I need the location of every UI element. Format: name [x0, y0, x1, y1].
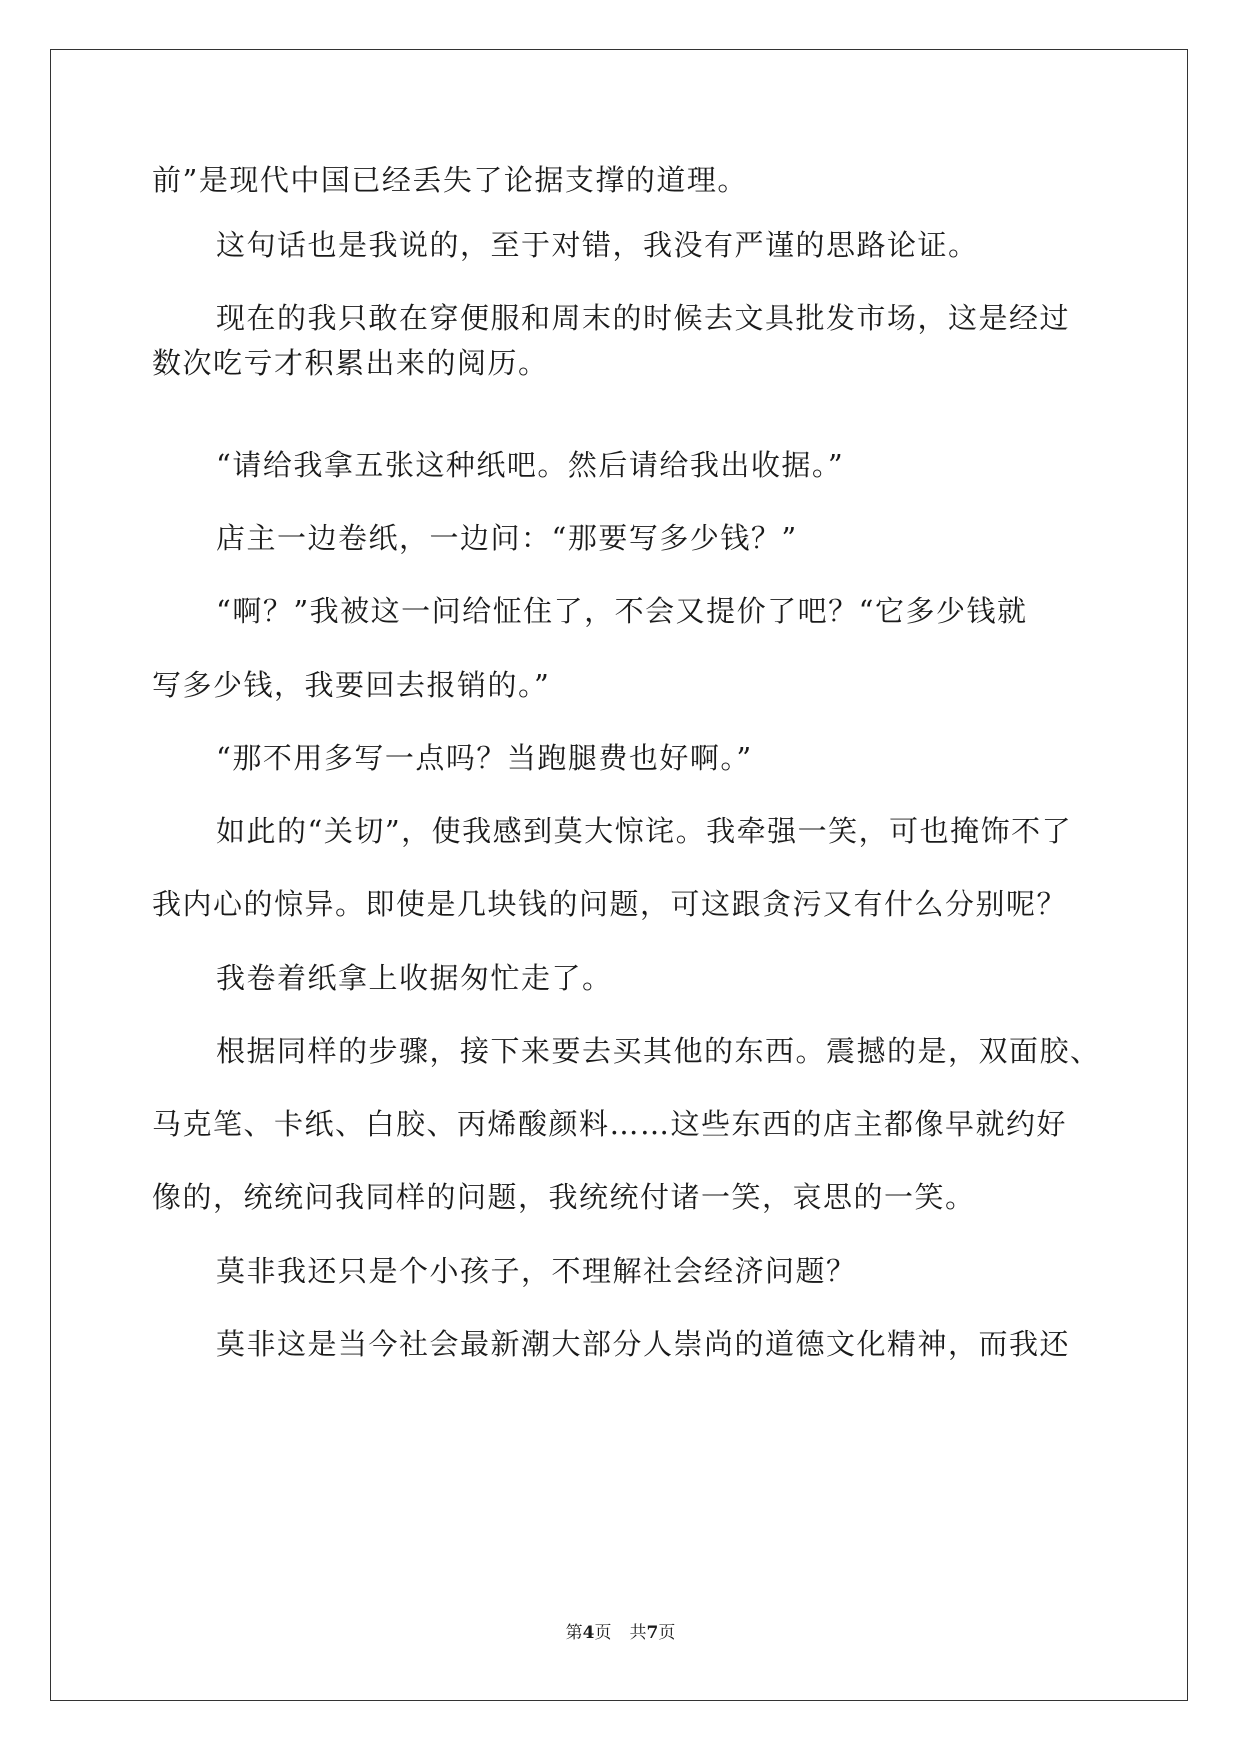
text-line: 数次吃亏才积累出来的阅历。	[152, 346, 549, 380]
text-line: 马克笔、卡纸、白胶、丙烯酸颜料……这些东西的店主都像早就约好	[152, 1107, 1068, 1141]
page-border	[50, 49, 1188, 1701]
text-line: 现在的我只敢在穿便服和周末的时候去文具批发市场，这是经过	[216, 301, 1071, 335]
text-line: 像的，统统问我同样的问题，我统统付诸一笑，哀思的一笑。	[152, 1180, 976, 1214]
text-line: 我卷着纸拿上收据匆忙走了。	[216, 961, 613, 995]
total-suffix: 页	[658, 1623, 676, 1643]
page-footer	[0, 1618, 1241, 1643]
page-prefix: 第	[565, 1623, 583, 1643]
text-line: 莫非我还只是个小孩子，不理解社会经济问题？	[216, 1254, 857, 1288]
total-pages: 7	[646, 1623, 659, 1643]
text-line: 前”是现代中国已经丢失了论据支撑的道理。	[152, 163, 748, 197]
text-line: “啊？”我被这一问给怔住了，不会又提价了吧？“它多少钱就	[216, 594, 1028, 628]
text-line: 写多少钱，我要回去报销的。”	[152, 668, 551, 702]
text-line: 如此的“关切”，使我感到莫大惊诧。我牵强一笑，可也掩饰不了	[216, 814, 1073, 848]
page-number: 4	[582, 1623, 595, 1643]
text-line: “那不用多写一点吗？当跑腿费也好啊。”	[216, 741, 753, 775]
text-line: 我内心的惊异。即使是几块钱的问题，可这跟贪污又有什么分别呢？	[152, 887, 1068, 921]
text-line: “请给我拿五张这种纸吧。然后请给我出收据。”	[216, 448, 845, 482]
total-prefix: 共	[629, 1623, 647, 1643]
text-line: 根据同样的步骤，接下来要去买其他的东西。震撼的是，双面胶、	[216, 1034, 1101, 1068]
page-suffix: 页	[594, 1623, 612, 1643]
text-line: 莫非这是当今社会最新潮大部分人崇尚的道德文化精神，而我还	[216, 1327, 1071, 1361]
text-line: 这句话也是我说的，至于对错，我没有严谨的思路论证。	[216, 228, 979, 262]
text-line: 店主一边卷纸，一边问：“那要写多少钱？”	[216, 521, 798, 555]
